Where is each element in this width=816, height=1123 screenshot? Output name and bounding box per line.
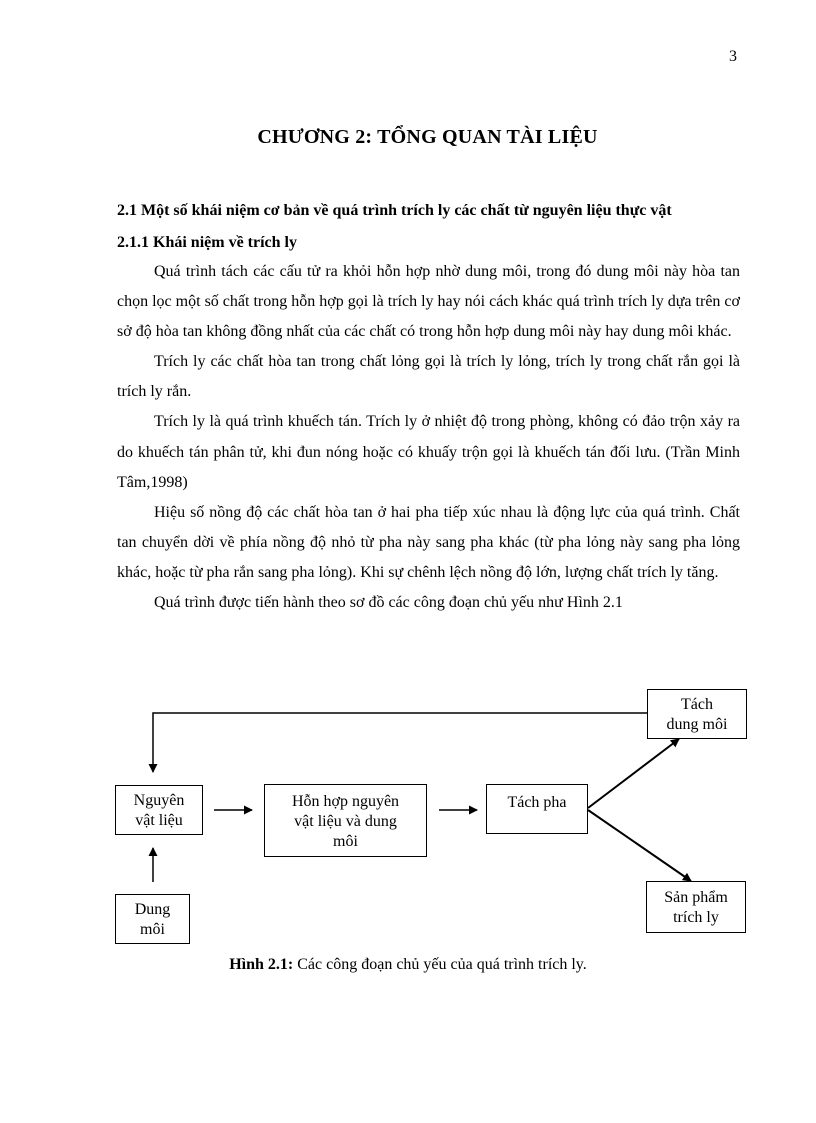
- box-line: dung môi: [666, 716, 728, 733]
- box-line: Tách pha: [507, 794, 567, 811]
- box-line: môi: [333, 833, 358, 850]
- box-line: vật liệu: [135, 812, 183, 829]
- caption-text: Các công đoạn chủ yếu của quá trình trích ly.: [293, 956, 587, 973]
- box-line: trích ly: [673, 909, 719, 926]
- caption-label: Hình 2.1:: [229, 956, 294, 973]
- box-line: Sản phẩm: [664, 889, 728, 906]
- box-product: [646, 881, 746, 933]
- box-raw-material: [115, 785, 203, 835]
- paragraph: Trích ly các chất hòa tan trong chất lỏng gọi là trích ly lỏng, trích ly trong chất rắn gọi là trích ly rắn.: [117, 353, 740, 401]
- paragraph: Trích ly là quá trình khuếch tán. Trích ly ở nhiệt độ trong phòng, không có đảo trộn xảy ra do khuếch tán phân tử, khi đun nóng hoặc có khuấy trộn gọi là khuếch tán đối lưu. (Trần Minh Tâm,1998): [117, 413, 740, 491]
- box-line: môi: [140, 921, 165, 938]
- box-phase-separation: [486, 784, 588, 834]
- box-line: Hỗn hợp nguyên: [291, 793, 400, 810]
- paragraph: Quá trình được tiến hành theo sơ đồ các công đoạn chủ yếu như Hình 2.1: [154, 594, 623, 612]
- paragraph: Hiệu số nồng độ các chất hòa tan ở hai pha tiếp xúc nhau là động lực của quá trình. Chất tan chuyển dời về phía nồng độ nhỏ từ pha này sang pha khác (từ pha lỏng này sang pha lỏng khác, hoặc từ pha rắn sang pha lỏng). Khi sự chênh lệch nồng độ lớn, lượng chất trích ly tăng.: [117, 503, 740, 581]
- box-mixture: [264, 784, 427, 857]
- arrow-phase-to-solvent-separation: [588, 739, 679, 808]
- box-line: vật liệu và dung: [294, 813, 397, 830]
- box-solvent: [115, 894, 190, 944]
- body-text: [117, 257, 740, 618]
- box-line: Nguyên: [133, 792, 185, 809]
- section-heading: 2.1 Một số khái niệm cơ bản về quá trình trích ly các chất từ nguyên liệu thực vật: [117, 202, 672, 219]
- process-diagram: [0, 680, 816, 950]
- arrow-phase-to-product: [588, 810, 691, 881]
- box-line: Tách: [681, 696, 713, 713]
- box-solvent-separation: [647, 689, 747, 739]
- figure-caption: [0, 956, 816, 974]
- feedback-line: [153, 713, 648, 772]
- chapter-title: CHƯƠNG 2: TỔNG QUAN TÀI LIỆU: [257, 126, 598, 148]
- page-number: 3: [729, 48, 737, 65]
- box-line: Dung: [134, 901, 171, 918]
- subsection-heading: 2.1.1 Khái niệm về trích ly: [117, 234, 297, 251]
- paragraph: Quá trình tách các cấu tử ra khỏi hỗn hợp nhờ dung môi, trong đó dung môi này hòa tan chọn lọc một số chất trong hỗn hợp gọi là trích ly hay nói cách khác quá trình trích ly dựa trên cơ sở độ hòa tan không đồng nhất của các chất có trong hỗn hợp dung môi này hay dung môi khác.: [117, 263, 740, 341]
